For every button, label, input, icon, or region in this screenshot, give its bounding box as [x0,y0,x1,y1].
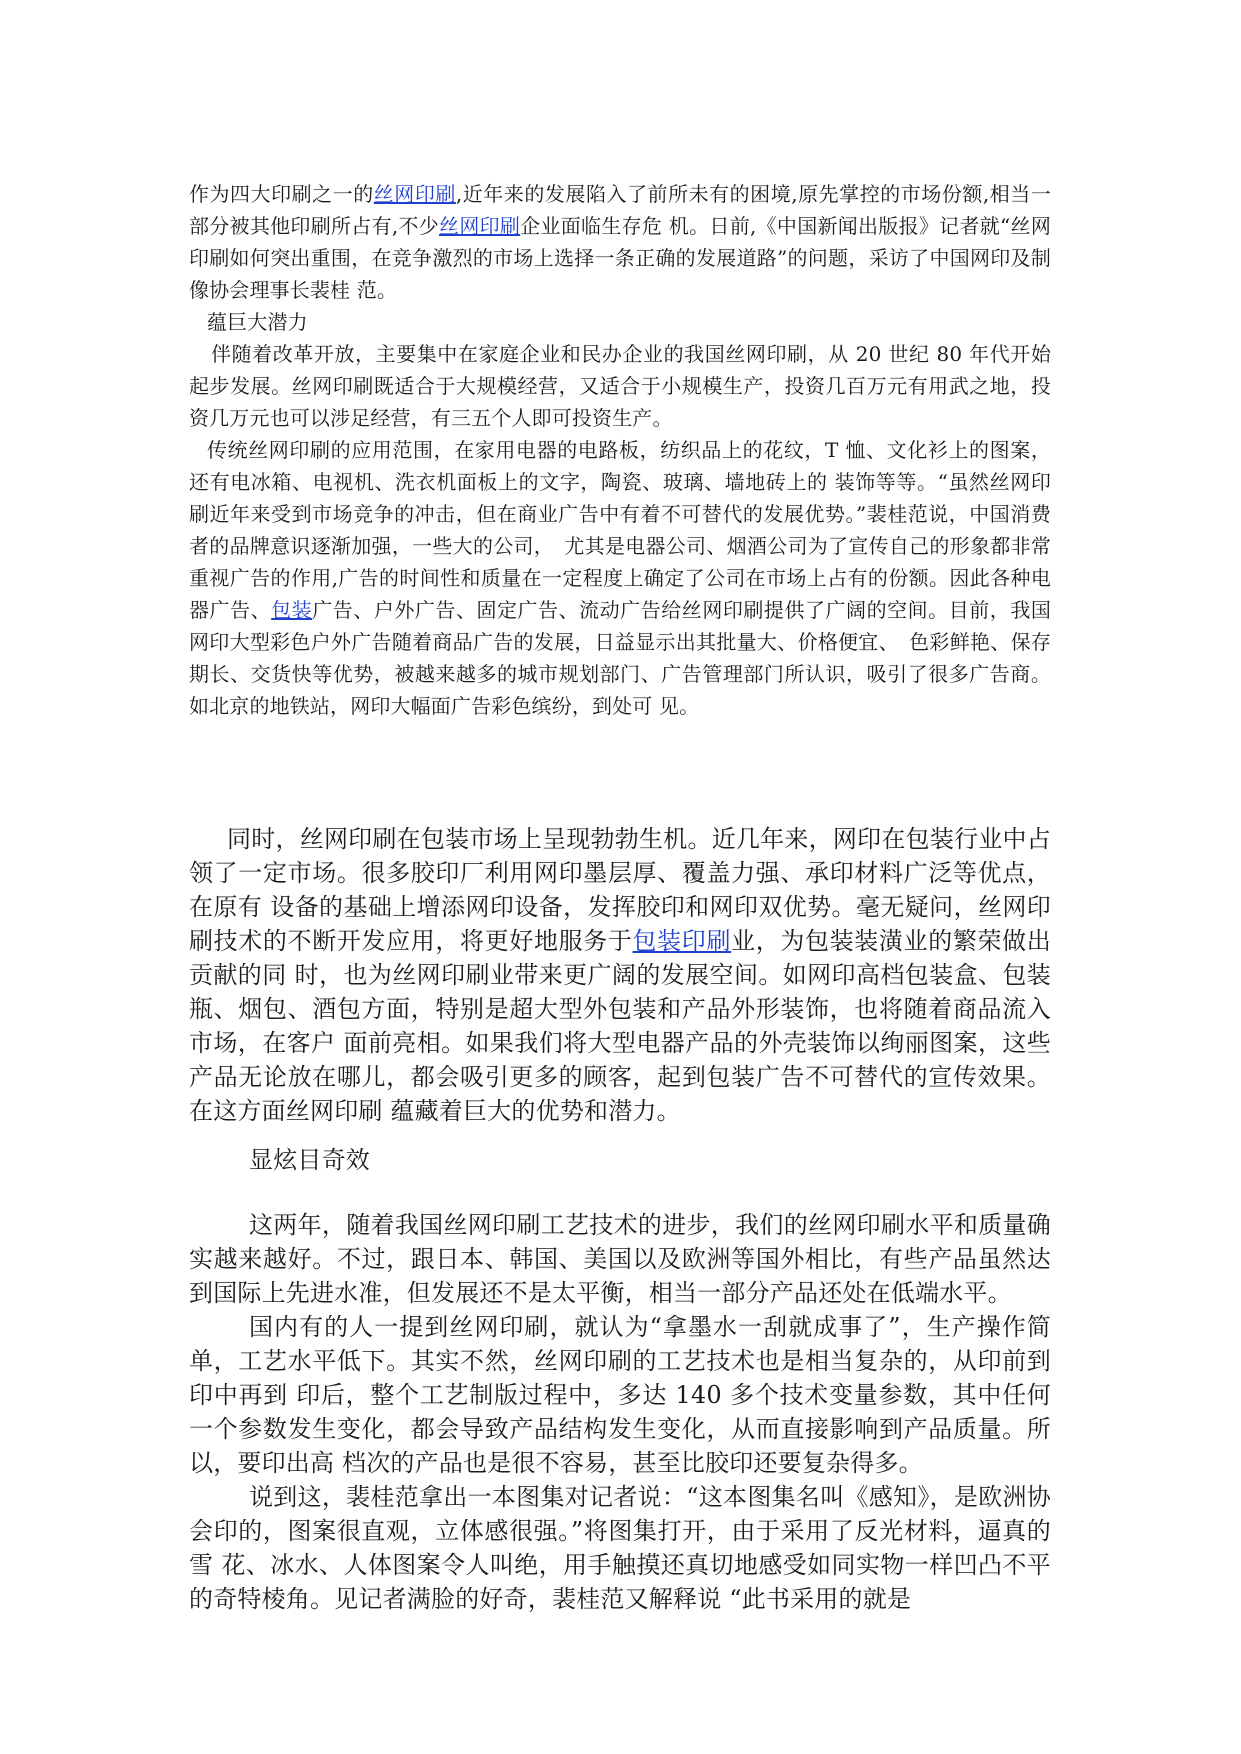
packaging-text-2: 业，为包装装潢业的繁荣做出贡献的同 时，也为丝网印刷业带来更广阔的发展空间。如网印高档包装盒、包装瓶、烟包、酒包方面，特别是超大型外包装和产品外形装饰，也将随着商品流入市场，在客户 面前亮相。如果我们将大型电器产品的外壳装饰以绚丽图案，这些产品无论放在哪儿，都会吸引更多的顾客，起到包装广告不可替代的宣传效果。在这方面丝网印刷 蕴藏着巨大的优势和潜力。 [189,927,1051,1125]
intro-text-1: 作为四大印刷之一的 [189,182,374,206]
packaging-text-1: 同时，丝网印刷在包装市场上呈现勃勃生机。近几年来，网印在包装行业中占领了一定市场。很多胶印厂利用网印墨层厚、覆盖力强、承印材料广泛等优点，在原有 设备的基础上增添网印设备，发挥胶印和网印双优势。毫无疑问，丝网印刷技术的不断开发应用，将更好地服务于 [189,825,1051,955]
paragraph-development: 伴随着改革开放，主要集中在家庭企业和民办企业的我国丝网印刷，从 20 世纪 80 年代开始起步发展。丝网印刷既适合于大规模经营，又适合于小规模生产，投资几百万元有用武之地，投资几万元也可以涉足经营，有三五个人即可投资生产。 [189,342,1051,430]
applications-text-1: 传统丝网印刷的应用范围，在家用电器的电路板，纺织品上的花纹，T 恤、文化衫上的图案，还有电冰箱、电视机、洗衣机面板上的文字，陶瓷、玻璃、墙地砖上的 装饰等等。“虽然丝网印刷近年来受到市场竞争的冲击，但在商业广告中有着不可替代的发展优势。”裴桂范说，中国消费者的品牌意识逐渐加强，一些大的公司， 尤其是电器公司、烟酒公司为了宣传自己的形象都非常重视广告的作用,广告的时间性和质量在一定程度上确定了公司在市场上占有的份额。因此各种电器广告、 [189,438,1051,622]
quality-section [189,1208,1051,1616]
packaging-section [189,822,1051,1128]
silkscreen-link-2[interactable]: 丝网印刷 [439,214,521,238]
heading-2-wrap [189,1143,1051,1177]
paragraph-applications [189,434,1051,722]
paragraph-packaging [189,822,1051,1128]
section-heading-effects: 显炫目奇效 [249,1146,370,1174]
packaging-link[interactable]: 包装 [271,598,313,622]
paragraph-quality: 这两年，随着我国丝网印刷工艺技术的进步，我们的丝网印刷水平和质量确实越来越好。不过，跟日本、韩国、美国以及欧洲等国外相比，有些产品虽然达到国际上先进水准，但发展还不是太平衡，相当一部分产品还处在低端水平。 [189,1211,1051,1307]
silkscreen-link-1[interactable]: 丝网印刷 [373,182,456,206]
paragraph-album: 说到这，裴桂范拿出一本图集对记者说：“这本图集名叫《感知》，是欧洲协会印的，图案很直观，立体感很强。”将图集打开，由于采用了反光材料，逼真的雪 花、冰水、人体图案令人叫绝，用手触摸还真切地感受如同实物一样凹凸不平的奇特棱角。见记者满脸的好奇，裴桂范又解释说 “此书采用的就是 [189,1483,1051,1613]
intro-text-2: ,近年来的发展陷入了前所未有的困境,原先掌控的市场份额,相当一部分被其他印刷所占有,不少 [189,182,1051,238]
intro-section [189,178,1051,722]
packaging-printing-link[interactable]: 包装印刷 [632,927,732,955]
applications-text-2: 广告、户外广告、固定广告、流动广告给丝网印刷提供了广阔的空间。目前，我国网印大型彩色户外广告随着商品广告的发展，日益显示出其批量大、价格便宜、 色彩鲜艳、保存期长、交货快等优势，被越来越多的城市规划部门、广告管理部门所认识，吸引了很多广告商。如北京的地铁站，网印大幅面广告彩色缤纷，到处可 见。 [189,598,1051,718]
intro-paragraph [189,178,1051,306]
paragraph-complexity: 国内有的人一提到丝网印刷，就认为“拿墨水一刮就成事了”，生产操作简单，工艺水平低下。其实不然，丝网印刷的工艺技术也是相当复杂的，从印前到印中再到 印后，整个工艺制版过程中，多达 140 多个技术变量参数，其中任何一个参数发生变化，都会导致产品结构发生变化，从而直接影响到产品质量。所以，要印出高 档次的产品也是很不容易，甚至比胶印还要复杂得多。 [189,1313,1051,1477]
intro-text-3: 企业面临生存危 机。日前,《中国新闻出版报》记者就“丝网印刷如何突出重围，在竞争激烈的市场上选择一条正确的发展道路”的问题，采访了中国网印及制像协会理事长裴桂 范。 [189,214,1051,302]
section-heading-potential: 蕴巨大潜力 [207,310,308,334]
